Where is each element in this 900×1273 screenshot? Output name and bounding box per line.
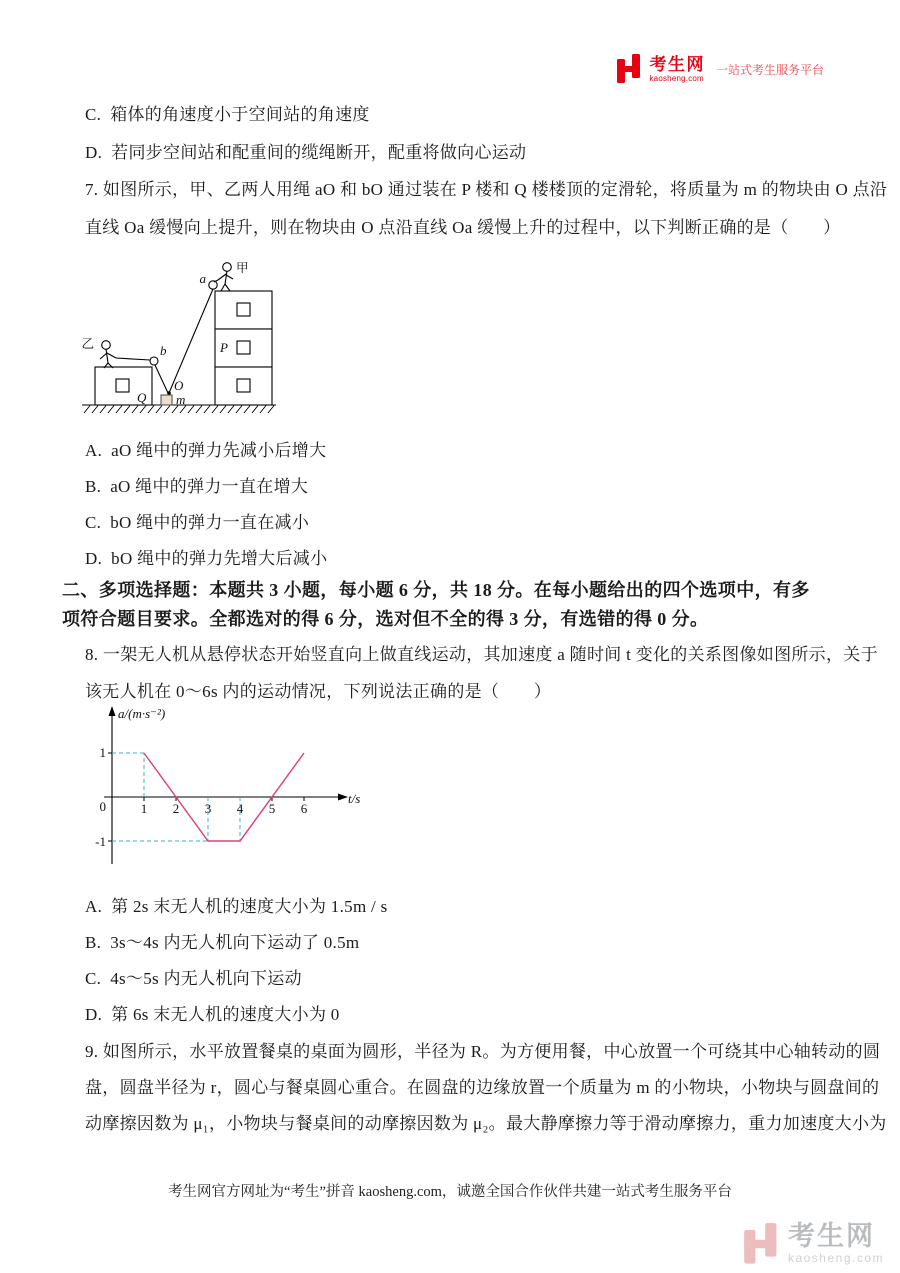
window — [237, 341, 250, 354]
section2-heading-line-2: 项符合题目要求。全都选对的得 6 分，选对但不全的得 3 分，有选错的得 0 分。 — [62, 609, 709, 629]
q8-option-d — [85, 1004, 340, 1025]
logo-brand-name: 考生网 — [649, 54, 705, 74]
pulley-a — [209, 281, 217, 289]
q7-figure — [80, 247, 280, 430]
option-text: aO 绳中的弹力一直在增大 — [110, 477, 309, 496]
option-text: 4s～5s 内无人机向下运动 — [110, 969, 302, 988]
label-Q: Q — [137, 390, 147, 405]
q6-option-c — [85, 104, 370, 125]
option-label: C. — [85, 969, 102, 988]
q9-stem-line-3: 动摩擦因数为 μ₁，小物块与餐桌间的动摩擦因数为 μ₂。最大静摩擦力等于滑动摩擦力，重力加速度大小为 — [85, 1114, 887, 1133]
watermark-domain: kaosheng.com — [787, 1251, 884, 1265]
person-jia — [218, 263, 233, 291]
kaosheng-watermark-icon — [742, 1223, 780, 1265]
logo-domain: kaosheng.com — [649, 73, 704, 83]
y-axis-arrow — [109, 706, 116, 716]
q6-option-d — [85, 142, 526, 163]
option-label: C. — [85, 513, 102, 532]
q8-stem-line-2: 该无人机在 0～6s 内的运动情况，下列说法正确的是（ ） — [85, 682, 552, 701]
acceleration-time-chart — [82, 702, 372, 872]
mass-block — [161, 395, 172, 405]
q7-stem-line-2: 直线 Oa 缓慢向上提升，则在物块由 O 点沿直线 Oa 缓慢上升的过程中，以下判断正确的是（ ） — [85, 218, 841, 237]
q9-stem-line-2: 盘，圆盘半径为 r，圆心与餐桌圆心重合。在圆盘的边缘放置一个质量为 m 的小物块，小物块与圆盘间的 — [85, 1078, 880, 1097]
x-tick-6: 6 — [300, 801, 308, 816]
rope-yi-to-b — [116, 358, 150, 360]
origin-label: 0 — [99, 799, 106, 814]
q7-option-c — [85, 512, 309, 533]
watermark-logo — [742, 1222, 884, 1265]
q7-option-b — [85, 476, 308, 497]
x-tick-1: 1 — [140, 801, 148, 816]
label-m: m — [176, 392, 186, 407]
q7-option-a — [85, 440, 326, 461]
option-text: 若同步空间站和配重间的缆绳断开，配重将做向心运动 — [111, 143, 527, 162]
kaosheng-logo-icon — [616, 54, 642, 84]
option-label: D. — [85, 549, 103, 568]
q8-option-c — [85, 968, 302, 989]
label-O: O — [174, 378, 184, 393]
option-label: B. — [85, 933, 102, 952]
pulley-buildings-figure — [80, 247, 280, 425]
option-label: A. — [85, 441, 103, 460]
q8-option-b — [85, 932, 359, 953]
logo-tagline: 一站式考生服务平台 — [715, 62, 824, 77]
option-label: A. — [85, 897, 103, 916]
x-tick-3: 3 — [204, 801, 212, 816]
x-tick-2: 2 — [172, 801, 180, 816]
window — [116, 379, 129, 392]
person-yi — [100, 341, 116, 368]
option-text: 箱体的角速度小于空间站的角速度 — [110, 105, 370, 124]
option-text: 第 2s 末无人机的速度大小为 1.5m / s — [111, 897, 388, 916]
label-b: b — [160, 343, 167, 358]
option-label: C. — [85, 105, 102, 124]
option-label: D. — [85, 143, 103, 162]
site-logo — [616, 54, 824, 84]
option-text: bO 绳中的弹力先增大后减小 — [111, 549, 328, 568]
q9-stem-line-1: 9. 如图所示，水平放置餐桌的桌面为圆形，半径为 R。为方便用餐，中心放置一个可绕其中心轴转动的圆 — [85, 1042, 881, 1061]
point-O — [167, 391, 171, 395]
watermark-text — [788, 1222, 884, 1265]
q8-stem-line-1: 8. 一架无人机从悬停状态开始竖直向上做直线运动，其加速度 a 随时间 t 变化的关系图像如图所示，关于 — [85, 645, 878, 664]
label-P: P — [220, 340, 228, 355]
window — [237, 303, 250, 316]
section2-heading-line-1: 二、多项选择题：本题共 3 小题，每小题 6 分，共 18 分。在每小题给出的四个选项中，有多 — [62, 580, 810, 600]
option-label: D. — [85, 1005, 103, 1024]
option-label: B. — [85, 477, 102, 496]
option-text: aO 绳中的弹力先减小后增大 — [111, 441, 327, 460]
q8-graph — [82, 702, 372, 877]
y-tick-1: 1 — [99, 745, 106, 760]
logo-text — [649, 56, 705, 83]
x-tick-4: 4 — [236, 801, 244, 816]
pulley-b — [150, 357, 158, 365]
label-a: a — [199, 271, 206, 286]
label-yi: 乙 — [81, 337, 94, 351]
footer-note: 考生网官方网址为“考生”拼音 kaosheng.com，诚邀全国合作伙伴共建一站式考生服务平台 — [168, 1184, 732, 1200]
label-jia: 甲 — [236, 261, 249, 275]
x-axis-arrow — [338, 794, 348, 801]
y-axis-label: a/(m·s⁻²) — [118, 706, 166, 721]
x-axis-label: t/s — [348, 791, 361, 806]
watermark-brand-name: 考生网 — [787, 1221, 875, 1251]
q7-option-d — [85, 548, 327, 569]
q7-stem-line-1: 7. 如图所示，甲、乙两人用绳 aO 和 bO 通过装在 P 楼和 Q 楼楼顶的定滑轮，将质量为 m 的物块由 O 点沿 — [85, 180, 888, 199]
q8-option-a — [85, 896, 388, 917]
y-tick-neg1: -1 — [95, 834, 106, 849]
rope-bO — [155, 365, 168, 393]
window — [237, 379, 250, 392]
option-text: 3s～4s 内无人机向下运动了 0.5m — [110, 933, 360, 952]
x-tick-5: 5 — [268, 801, 276, 816]
option-text: bO 绳中的弹力一直在减小 — [110, 513, 310, 532]
option-text: 第 6s 末无人机的速度大小为 0 — [111, 1005, 340, 1024]
